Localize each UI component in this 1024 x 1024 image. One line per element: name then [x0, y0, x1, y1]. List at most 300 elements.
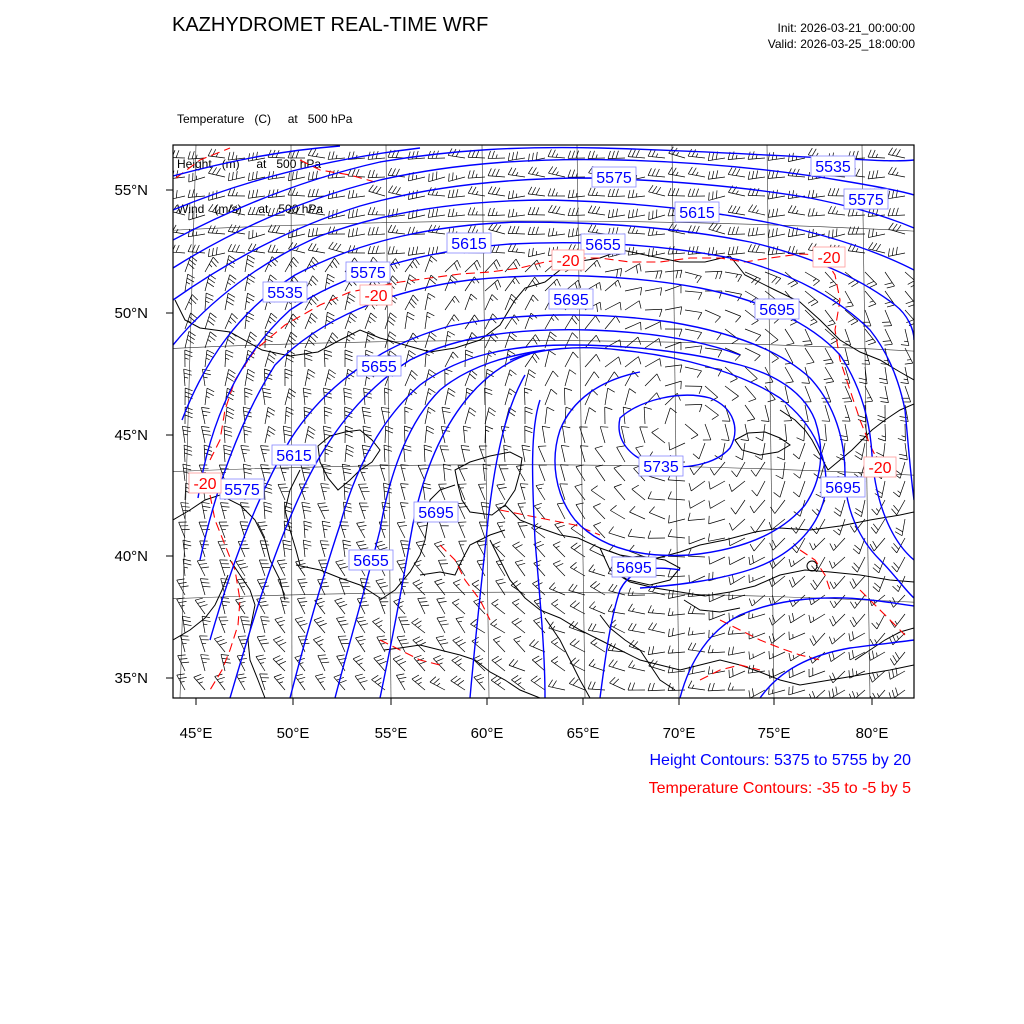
wind-barb	[168, 150, 185, 158]
wind-barb	[797, 424, 805, 441]
wind-barb	[278, 484, 289, 500]
wind-barb	[345, 313, 357, 329]
wind-barb	[219, 522, 228, 538]
wind-barb	[345, 331, 355, 348]
wind-barb	[703, 424, 711, 440]
wind-barb	[829, 557, 845, 568]
wind-barb	[348, 228, 365, 237]
wind-barb	[465, 294, 477, 310]
wind-barb	[669, 442, 685, 450]
wind-barb	[524, 388, 532, 405]
wind-barb	[325, 333, 338, 348]
wind-barb	[488, 151, 505, 159]
wind-barb	[745, 329, 761, 341]
wind-barb	[879, 367, 887, 384]
wind-barb	[708, 645, 725, 653]
wind-barb	[768, 228, 785, 238]
wind-barb	[588, 206, 605, 215]
valid-time: Valid: 2026-03-25_18:00:00	[767, 37, 915, 51]
wind-barb	[545, 371, 558, 386]
wind-barb	[179, 522, 190, 538]
wind-barb	[595, 465, 605, 481]
wind-barb	[324, 407, 332, 424]
wind-barb	[295, 674, 305, 690]
wind-barb	[359, 503, 368, 519]
height-contour-label: 5575	[350, 265, 386, 282]
wind-barb	[201, 426, 211, 443]
wind-barb	[508, 244, 525, 253]
wind-barb	[665, 381, 681, 389]
wind-barb	[451, 676, 465, 690]
wind-barb	[445, 296, 459, 310]
wind-barb	[728, 205, 745, 215]
wind-barb	[665, 342, 681, 350]
wind-barb	[769, 576, 785, 587]
lon-tick-label: 60°E	[470, 725, 504, 742]
wind-barb	[463, 426, 471, 443]
wind-barb	[425, 407, 435, 424]
wind-barb	[308, 206, 325, 215]
wind-barb	[344, 388, 352, 405]
wind-barb	[560, 484, 568, 500]
wind-barb	[605, 388, 615, 405]
wind-barb	[645, 288, 662, 296]
wind-barb	[325, 370, 336, 386]
wind-barb	[625, 357, 641, 367]
wind-barb	[548, 149, 565, 158]
wind-barb	[665, 329, 682, 337]
wind-barb	[605, 280, 621, 291]
wind-barb	[244, 426, 252, 443]
wind-barb	[736, 443, 745, 460]
wind-barb	[264, 483, 272, 500]
wind-barb	[708, 683, 725, 691]
wind-barb	[512, 599, 525, 614]
wind-barb	[318, 655, 329, 671]
wind-barb	[705, 271, 722, 279]
wind-barb	[901, 367, 909, 384]
wind-barb	[414, 655, 427, 671]
wind-barb	[878, 424, 886, 441]
wind-barb	[585, 260, 600, 272]
wind-barb	[628, 149, 645, 158]
wind-barb	[829, 652, 845, 662]
wind-barb	[885, 272, 895, 288]
wind-barb	[668, 188, 685, 196]
wind-barb	[525, 369, 536, 386]
wind-barb	[275, 617, 285, 633]
wind-barb	[793, 443, 805, 459]
wind-barb	[528, 248, 545, 257]
wind-barb	[625, 389, 636, 405]
wind-barb	[749, 555, 765, 565]
wind-barb	[437, 598, 447, 614]
wind-barb	[188, 244, 205, 253]
wind-barb	[845, 291, 853, 307]
wind-barb	[838, 462, 846, 479]
wind-barb	[765, 272, 781, 284]
wind-barb	[625, 287, 642, 295]
wind-barb	[208, 225, 225, 234]
wind-barb	[425, 426, 434, 443]
wind-barb	[325, 295, 338, 310]
wind-barb	[805, 348, 814, 364]
wind-barb	[215, 674, 225, 690]
wind-barb	[605, 269, 622, 278]
wind-barb	[710, 462, 725, 475]
height-contour-label: 5655	[585, 237, 621, 254]
wind-barb	[825, 310, 835, 326]
wind-barb	[358, 484, 369, 500]
wind-barb	[850, 614, 865, 627]
wind-barb	[195, 598, 207, 614]
wind-barb	[685, 386, 702, 394]
wind-barb	[303, 388, 311, 405]
wind-barb	[830, 538, 845, 551]
wind-barb	[668, 628, 685, 637]
wind-barb	[308, 243, 325, 253]
wind-barb	[610, 505, 625, 519]
wind-barb	[525, 426, 533, 443]
wind-barb	[283, 540, 292, 557]
height-contour-label: 5575	[224, 482, 260, 499]
wind-barb	[265, 426, 275, 443]
wind-barb	[669, 147, 685, 158]
wind-barb	[548, 166, 565, 177]
wind-barb	[776, 462, 785, 479]
wind-barb	[353, 656, 365, 671]
wind-barb	[822, 405, 830, 421]
wind-barb	[648, 168, 665, 177]
wind-barb	[345, 293, 355, 310]
wind-barb	[499, 465, 508, 481]
wind-barb	[649, 507, 665, 519]
wind-barb	[761, 405, 769, 421]
wind-barb	[452, 599, 465, 614]
wind-barb	[729, 575, 745, 585]
wind-barb	[551, 599, 565, 614]
wind-barb	[745, 405, 755, 421]
wind-barb	[600, 427, 608, 443]
wind-barb	[789, 686, 805, 695]
wind-barb	[197, 560, 209, 576]
wind-barb	[408, 246, 425, 255]
wind-barb	[388, 246, 405, 254]
wind-barb	[645, 359, 661, 367]
wind-barb	[355, 674, 367, 690]
wind-barb	[474, 674, 485, 690]
wind-barb	[731, 462, 745, 477]
wind-barb	[453, 580, 465, 595]
wind-barb	[842, 386, 852, 402]
wind-barb	[729, 668, 745, 678]
wind-barb	[260, 446, 269, 462]
wind-barb	[729, 481, 745, 492]
wind-barb	[525, 295, 538, 310]
wind-barb	[608, 209, 625, 218]
wind-barb	[369, 185, 385, 196]
wind-barb	[182, 426, 190, 443]
wind-barb	[628, 660, 645, 671]
wind-barb	[542, 426, 550, 443]
wind-barb	[528, 167, 545, 177]
wind-barb	[608, 151, 625, 159]
wind-barb	[305, 426, 315, 443]
wind-barb	[374, 655, 387, 671]
wind-barb	[318, 503, 329, 519]
wind-barb	[565, 370, 576, 386]
wind-barb	[749, 688, 765, 698]
wind-barb	[850, 576, 865, 589]
wind-barb	[868, 150, 885, 158]
wind-barb	[709, 556, 725, 564]
wind-barb	[245, 369, 255, 386]
wind-barb	[648, 248, 665, 257]
wind-barb	[802, 367, 810, 383]
wind-barb	[177, 598, 187, 614]
wind-barb	[445, 260, 460, 272]
wind-barb	[425, 293, 435, 310]
wind-barb	[765, 329, 778, 344]
wind-barb	[194, 674, 205, 690]
wind-barb	[721, 424, 729, 440]
wind-barb	[585, 408, 596, 424]
wind-barb	[688, 149, 705, 158]
wind-barb	[889, 223, 905, 234]
wind-barb	[388, 186, 405, 196]
wind-barb	[871, 519, 885, 534]
wind-barb	[384, 445, 392, 462]
wind-barb	[445, 388, 455, 405]
wind-barb	[400, 484, 408, 500]
wind-barb	[256, 655, 266, 671]
wind-barb	[478, 484, 486, 500]
wind-barb	[688, 189, 705, 197]
wind-barb	[610, 677, 625, 690]
temperature-contour-legend: Temperature Contours: -35 to -5 by 5	[648, 780, 911, 797]
wind-barb	[348, 190, 365, 198]
wind-barb	[705, 405, 719, 420]
wind-barb	[465, 260, 480, 272]
wind-barb	[368, 227, 385, 235]
wind-barb	[848, 227, 865, 235]
coastlines	[173, 250, 914, 698]
lat-tick-label: 55°N	[114, 182, 148, 199]
wind-barb	[645, 338, 661, 348]
wind-barb	[689, 536, 705, 544]
wind-barb	[665, 285, 681, 293]
wind-barb	[769, 687, 785, 695]
wind-barb	[205, 313, 216, 329]
wind-barb	[405, 312, 414, 329]
wind-barb	[265, 331, 273, 348]
wind-barb	[808, 190, 825, 198]
wind-barb	[888, 247, 905, 256]
wind-barb	[685, 310, 702, 320]
temperature-contour-label: -20	[193, 476, 217, 493]
wind-barb	[625, 301, 641, 310]
wind-barb	[264, 502, 272, 519]
wind-barb	[645, 271, 662, 279]
wind-barb	[560, 465, 568, 481]
wind-barb	[752, 481, 765, 496]
wind-barb	[302, 502, 311, 519]
wind-barb	[668, 224, 685, 234]
wind-barb	[808, 208, 825, 216]
wind-barb	[483, 464, 491, 481]
wind-barb	[893, 481, 905, 497]
wind-barb	[789, 576, 805, 587]
wind-barb	[240, 503, 249, 519]
wind-barb	[358, 465, 368, 481]
wind-barb	[335, 598, 348, 614]
wind-barb	[285, 407, 294, 424]
wind-barb	[459, 541, 467, 557]
wind-barb	[508, 209, 525, 217]
wind-barb	[811, 519, 825, 534]
wind-barb	[405, 275, 416, 291]
wind-barb	[750, 500, 765, 513]
wind-barb	[829, 687, 845, 699]
wind-barb	[553, 561, 565, 576]
wind-barb	[845, 272, 858, 287]
wind-barb	[725, 272, 742, 282]
wind-barb	[748, 205, 765, 215]
wind-barb	[280, 598, 289, 614]
height-contour-label: 5535	[815, 159, 851, 176]
wind-barb	[178, 655, 189, 671]
wind-barb	[528, 187, 545, 196]
wind-barb	[236, 674, 246, 690]
wind-barb	[709, 190, 725, 200]
wind-barb	[562, 426, 570, 443]
wind-barb	[533, 617, 545, 633]
wind-barb	[853, 538, 865, 554]
wind-barb	[589, 602, 605, 614]
wind-barb	[809, 614, 825, 623]
wind-barb	[648, 646, 665, 654]
wind-barb	[303, 540, 311, 557]
wind-barb	[265, 407, 275, 424]
wind-barb	[593, 503, 605, 519]
wind-barb	[345, 350, 353, 367]
wind-barb	[313, 636, 325, 652]
wind-barb	[401, 465, 409, 481]
height-contour-label: 5615	[276, 448, 312, 465]
height-contour-label: 5695	[825, 480, 861, 497]
wind-barb	[649, 185, 665, 196]
wind-barb	[585, 316, 600, 329]
wind-barb	[811, 576, 825, 590]
wind-barb	[570, 639, 585, 652]
wind-barb	[748, 227, 765, 236]
field-height: Height (m) at 500 hPa	[177, 157, 322, 171]
wind-barb	[685, 367, 702, 378]
wind-barb	[357, 522, 367, 538]
wind-barb	[385, 313, 397, 329]
wind-barb	[314, 617, 327, 633]
wind-barb	[403, 445, 411, 462]
wind-barb	[296, 560, 308, 576]
wind-barb	[425, 256, 437, 272]
height-contour-label: 5695	[759, 302, 795, 319]
wind-barb	[528, 227, 545, 235]
lat-tick-label: 45°N	[114, 427, 148, 444]
wind-barb	[791, 519, 805, 533]
height-contour-label: 5615	[451, 236, 487, 253]
wind-barb	[328, 151, 345, 159]
wind-barb	[888, 167, 905, 177]
wind-barb	[709, 500, 725, 508]
wind-barb	[745, 348, 760, 361]
wind-barb	[214, 636, 227, 652]
wind-barb	[589, 565, 605, 576]
wind-barb	[288, 206, 305, 215]
wind-barb	[770, 500, 785, 514]
wind-barb	[548, 680, 565, 690]
wind-barb	[236, 598, 246, 614]
wind-barb	[685, 291, 702, 300]
wind-barb	[685, 272, 701, 283]
wind-barb	[628, 623, 645, 633]
wind-barb	[265, 313, 277, 329]
init-time: Init: 2026-03-21_00:00:00	[777, 21, 915, 35]
wind-barb	[872, 614, 885, 629]
wind-barb	[725, 310, 741, 322]
wind-barb	[236, 560, 248, 576]
wind-barb	[220, 503, 229, 519]
wind-barb	[693, 443, 705, 459]
wind-barb	[534, 560, 545, 576]
height-contour-label: 5695	[418, 505, 454, 522]
wind-barb	[588, 225, 605, 234]
wind-barb	[209, 204, 225, 215]
wind-barb	[368, 246, 385, 254]
wind-barb	[895, 519, 905, 536]
wind-barb	[308, 148, 325, 158]
wind-barb	[485, 408, 496, 424]
wind-barb	[356, 617, 368, 633]
wind-barb	[708, 170, 725, 179]
wind-barb	[568, 208, 585, 216]
wind-barb	[891, 500, 905, 515]
wind-barb	[492, 599, 505, 614]
wind-barb	[260, 541, 269, 557]
wind-barb	[862, 348, 870, 364]
wind-barb	[728, 647, 745, 656]
wind-barb	[728, 167, 745, 177]
wind-barb	[668, 529, 685, 538]
wind-barb	[809, 595, 825, 605]
temperature-contour-label: -20	[364, 288, 388, 305]
wind-barb	[362, 407, 371, 424]
wind-barb	[731, 500, 745, 514]
wind-barb	[854, 462, 865, 478]
wind-barb	[803, 329, 813, 345]
wind-barb	[496, 579, 506, 595]
wind-barb	[423, 483, 431, 500]
wind-barb	[769, 614, 785, 625]
wind-barb	[488, 168, 505, 177]
wind-barb	[188, 189, 205, 197]
wind-barb	[855, 500, 865, 517]
wind-barb	[493, 636, 505, 652]
wind-barb	[274, 674, 285, 690]
wind-barb	[185, 256, 197, 272]
lon-tick-label: 65°E	[566, 725, 600, 742]
wind-barb	[768, 208, 785, 217]
height-contour-label: 5695	[553, 292, 589, 309]
